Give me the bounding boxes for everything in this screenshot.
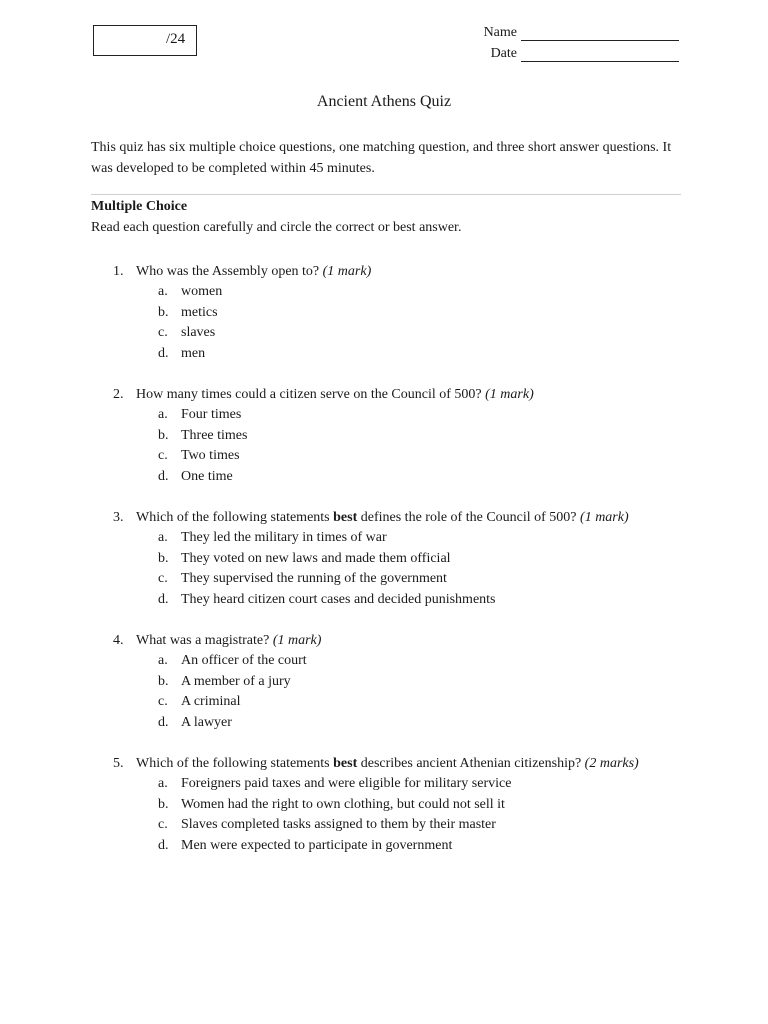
option-letter: c. — [158, 817, 168, 832]
option-text: Women had the right to own clothing, but could not sell it — [181, 796, 505, 812]
date-field-row — [469, 41, 679, 62]
option-letter: d. — [158, 468, 169, 484]
question-text — [136, 630, 321, 651]
question-number: 1. — [113, 264, 124, 279]
question-text — [136, 384, 534, 405]
option-a[interactable] — [113, 282, 713, 303]
option-text: slaves — [181, 325, 216, 340]
option-letter: a. — [158, 530, 168, 545]
option-b[interactable] — [113, 549, 713, 570]
option-c[interactable] — [113, 815, 713, 836]
section-instructions: Read each question carefully and circle the correct or best answer. — [91, 220, 462, 235]
question-stem — [113, 630, 713, 651]
option-list — [113, 774, 713, 856]
option-letter: a. — [158, 653, 168, 668]
option-text: women — [181, 284, 223, 299]
question-text-start: How many times could a citizen serve on the Council of 500? — [136, 387, 486, 402]
question-text — [136, 753, 639, 774]
option-d[interactable] — [113, 344, 713, 365]
date-label: Date — [490, 46, 517, 61]
question-mark-value: (1 mark) — [322, 264, 372, 279]
question-text-start: Which of the following statements — [136, 510, 334, 525]
option-list — [113, 282, 713, 364]
option-letter: c. — [158, 448, 168, 463]
option-text: Foreigners paid taxes and were eligible for military service — [181, 776, 512, 791]
question-text-start: Who was the Assembly open to? — [136, 264, 323, 279]
option-b[interactable] — [113, 303, 713, 324]
question-2 — [113, 384, 713, 487]
question-text-end: defines the role of the Council of 500? — [357, 510, 581, 525]
name-date-fields — [469, 20, 679, 62]
option-letter: b. — [158, 550, 169, 566]
option-b[interactable] — [113, 795, 713, 816]
option-c[interactable] — [113, 692, 713, 713]
option-letter: a. — [158, 407, 168, 422]
option-text: A lawyer — [181, 714, 232, 730]
question-number: 2. — [113, 387, 124, 402]
option-text: A member of a jury — [181, 673, 291, 689]
option-text: Two times — [181, 448, 240, 463]
divider — [91, 194, 681, 195]
option-a[interactable] — [113, 651, 713, 672]
option-text: Men were expected to participate in government — [181, 837, 453, 853]
name-label: Name — [483, 25, 517, 40]
question-text — [136, 507, 629, 528]
name-line — [521, 24, 679, 41]
option-text: Slaves completed tasks assigned to them by their master — [181, 817, 496, 832]
option-letter: b. — [158, 673, 169, 689]
option-letter: d. — [158, 837, 169, 853]
option-letter: a. — [158, 284, 168, 299]
option-text: Three times — [181, 427, 248, 443]
question-3 — [113, 507, 713, 610]
question-mark-value: (2 marks) — [584, 756, 639, 771]
option-list — [113, 528, 713, 610]
option-a[interactable] — [113, 774, 713, 795]
question-stem — [113, 507, 713, 528]
option-c[interactable] — [113, 569, 713, 590]
option-letter: c. — [158, 571, 168, 586]
option-list — [113, 651, 713, 733]
option-text: A criminal — [181, 694, 241, 709]
option-b[interactable] — [113, 426, 713, 447]
question-stem — [113, 261, 713, 282]
question-text-start: Which of the following statements — [136, 756, 334, 771]
score-total: /24 — [166, 31, 186, 47]
score-box — [93, 25, 197, 56]
question-4 — [113, 630, 713, 733]
option-text: men — [181, 345, 206, 361]
option-text: One time — [181, 468, 233, 484]
question-text-start: What was a magistrate? — [136, 633, 273, 648]
question-text — [136, 261, 371, 282]
option-d[interactable] — [113, 836, 713, 857]
name-field-row — [469, 20, 679, 41]
date-line — [521, 45, 679, 62]
option-text: They supervised the running of the government — [181, 571, 447, 586]
option-d[interactable] — [113, 713, 713, 734]
option-a[interactable] — [113, 405, 713, 426]
question-mark-value: (1 mark) — [580, 510, 629, 525]
question-number: 4. — [113, 633, 124, 648]
option-c[interactable] — [113, 446, 713, 467]
option-d[interactable] — [113, 590, 713, 611]
question-1 — [113, 261, 713, 364]
page-title: Ancient Athens Quiz — [316, 93, 452, 110]
option-letter: a. — [158, 776, 168, 791]
option-letter: d. — [158, 345, 169, 361]
option-d[interactable] — [113, 467, 713, 488]
option-a[interactable] — [113, 528, 713, 549]
option-text: Four times — [181, 407, 242, 422]
question-emphasis: best — [333, 510, 358, 525]
question-emphasis: best — [333, 756, 358, 771]
option-letter: d. — [158, 714, 169, 730]
option-letter: b. — [158, 427, 169, 443]
question-text-end: describes ancient Athenian citizenship? — [357, 756, 585, 771]
option-letter: c. — [158, 694, 168, 709]
section-heading: Multiple Choice — [91, 199, 188, 214]
option-letter: b. — [158, 796, 169, 812]
question-number: 5. — [113, 756, 124, 771]
option-text: They led the military in times of war — [181, 530, 387, 545]
question-mark-value: (1 mark) — [272, 633, 322, 648]
question-mark-value: (1 mark) — [485, 387, 534, 402]
intro-paragraph: This quiz has six multiple choice questions, one matching question, and three short answer questions. It was developed to be completed within 45 minutes. — [91, 140, 672, 176]
option-text: metics — [181, 304, 218, 320]
question-list — [113, 261, 713, 876]
option-b[interactable] — [113, 672, 713, 693]
option-letter: b. — [158, 304, 169, 320]
question-number: 3. — [113, 510, 124, 525]
question-5 — [113, 753, 713, 856]
option-c[interactable] — [113, 323, 713, 344]
option-text: An officer of the court — [181, 653, 307, 668]
option-letter: c. — [158, 325, 168, 340]
question-stem — [113, 753, 713, 774]
option-letter: d. — [158, 591, 169, 607]
option-text: They heard citizen court cases and decided punishments — [181, 591, 496, 607]
question-stem — [113, 384, 713, 405]
option-text: They voted on new laws and made them official — [181, 550, 451, 566]
option-list — [113, 405, 713, 487]
